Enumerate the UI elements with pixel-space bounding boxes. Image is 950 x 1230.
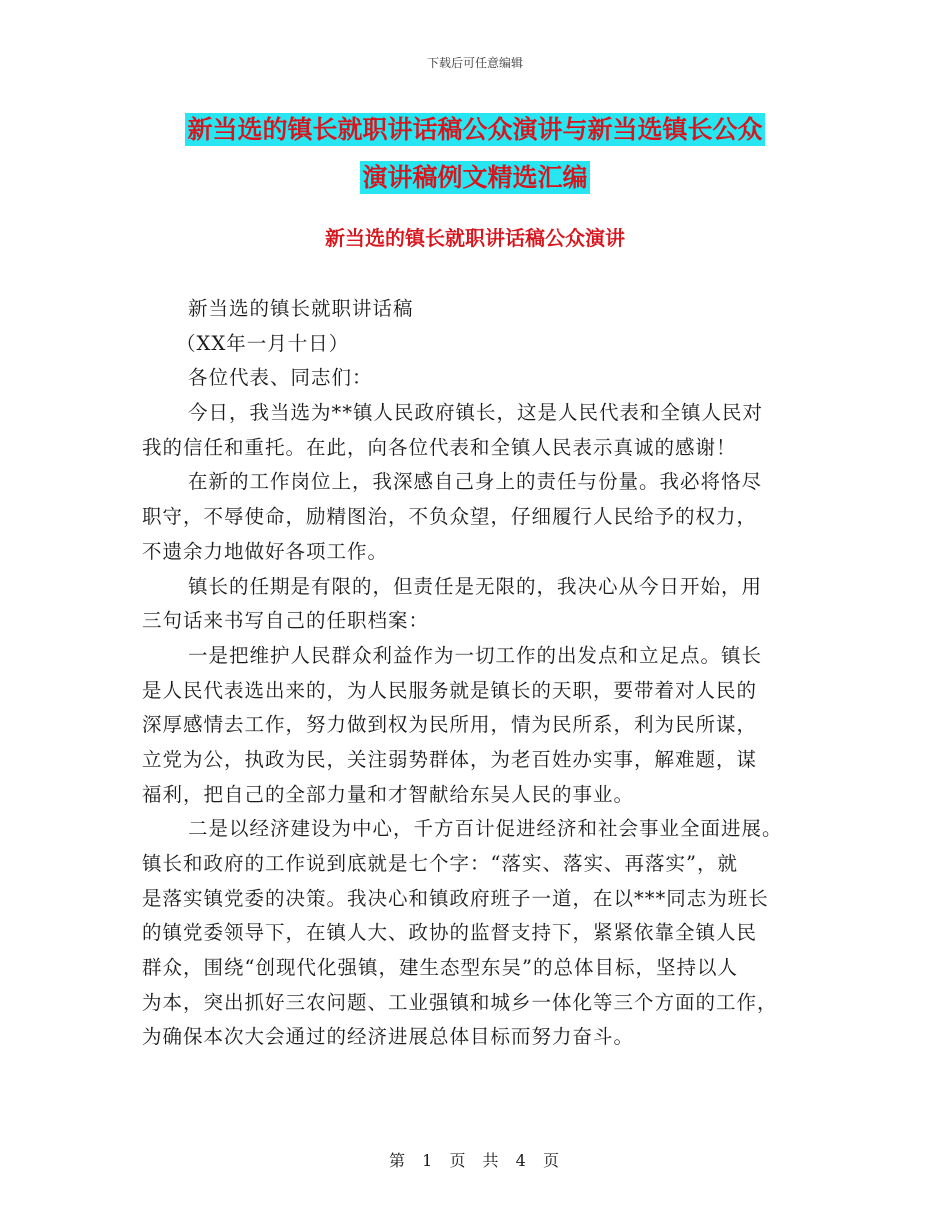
paragraph-line: 群众，围绕“创现代化强镇，建生态型东吴”的总体目标，坚持以人	[142, 956, 738, 980]
paragraph-line: 立党为公，执政为民，关注弱势群体，为老百姓办实事，解难题，谋	[142, 747, 758, 771]
paragraph-line: 镇长和政府的工作说到底就是七个字：“落实、落实、再落实”，就	[142, 852, 738, 875]
paragraph-line: 福利，把自己的全部力量和才智献给东吴人民的事业。	[142, 782, 635, 806]
paragraph-line: 镇长的任期是有限的，但责任是无限的，我决心从今日开始，用	[188, 574, 763, 598]
paragraph-line: 职守，不辱使命，励精图治，不负众望，仔细履行人民给予的权力，	[142, 505, 758, 529]
footer-mid2: 共	[482, 1151, 501, 1170]
paragraph-line: 一是把维护人民群众利益作为一切工作的出发点和立足点。镇长	[188, 643, 763, 667]
header-note: 下载后可任意编辑	[426, 56, 523, 70]
paragraph-line: 今日，我当选为**镇人民政府镇长，这是人民代表和全镇人民对	[188, 401, 764, 425]
paragraph-line: 各位代表、同志们：	[188, 366, 373, 390]
paragraph-line: 是人民代表选出来的，为人民服务就是镇长的天职，要带着对人民的	[142, 678, 758, 702]
section-title: 新当选的镇长就职讲话稿公众演讲	[325, 226, 625, 250]
paragraph-line: 新当选的镇长就职讲话稿	[188, 297, 414, 320]
page-number: 1	[422, 1151, 435, 1170]
title-line-1: 新当选的镇长就职讲话稿公众演讲与新当选镇长公众	[187, 115, 763, 144]
paragraph-line: 为本，突出抓好三农问题、工业强镇和城乡一体化等三个方面的工作，	[142, 990, 778, 1014]
page-total: 4	[515, 1151, 528, 1170]
paragraph-line: 是落实镇党委的决策。我决心和镇政府班子一道，在以***同志为班长	[142, 886, 769, 910]
paragraph-line: 二是以经济建设为中心，千方百计促进经济和社会事业全面进展。	[188, 817, 783, 841]
paragraph-line: 不遗余力地做好各项工作。	[142, 539, 389, 563]
paragraph-line: （XX年一月十日）	[176, 331, 350, 355]
document-body	[142, 292, 812, 1055]
page-footer	[0, 1148, 950, 1171]
paragraph-line: 深厚感情去工作，努力做到权为民所用，情为民所系，利为民所谋，	[142, 713, 758, 737]
paragraph-line: 我的信任和重托。在此，向各位代表和全镇人民表示真诚的感谢！	[142, 435, 737, 459]
footer-suffix: 页	[542, 1151, 561, 1170]
footer-prefix: 第	[389, 1151, 408, 1170]
paragraph-line: 的镇党委领导下，在镇人大、政协的监督支持下，紧紧依靠全镇人民	[142, 921, 758, 945]
title-line-2: 演讲稿例文精选汇编	[362, 163, 588, 192]
paragraph-line: 在新的工作岗位上，我深感自己身上的责任与份量。我必将恪尽	[188, 470, 763, 494]
document-title	[60, 106, 890, 202]
paragraph-line: 为确保本次大会通过的经济进展总体目标而努力奋斗。	[142, 1025, 635, 1049]
footer-mid1: 页	[449, 1151, 468, 1170]
paragraph-line: 三句话来书写自己的任职档案：	[142, 609, 430, 633]
